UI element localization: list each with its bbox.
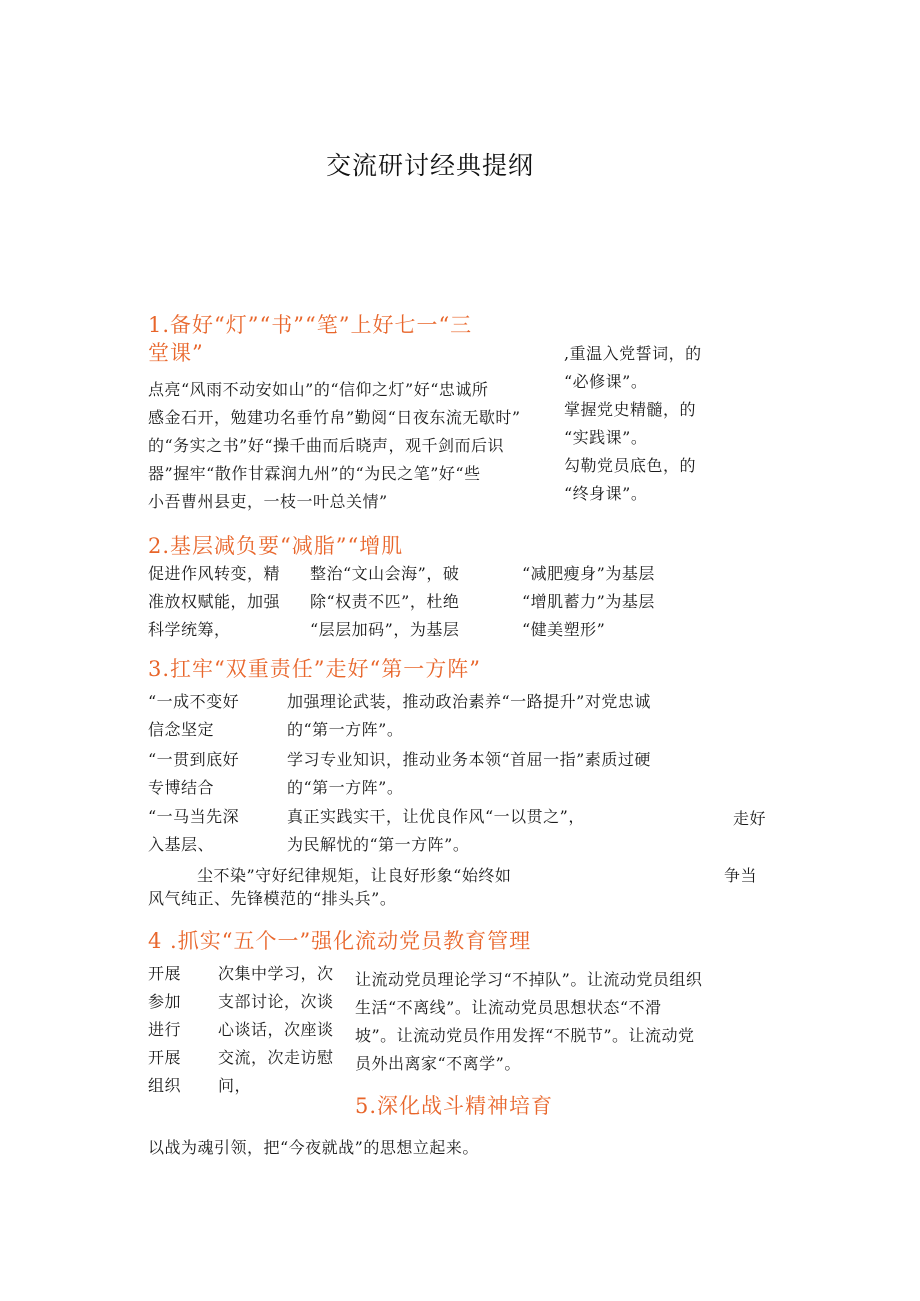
section-3-row-3-right	[287, 803, 585, 859]
section-4-col-1-line: 组织	[148, 1076, 182, 1095]
section-3-row-line: 专博结合	[148, 778, 215, 797]
section-1-heading-line2: 堂课”	[148, 341, 204, 365]
section-3-side-text-1: 走好	[733, 809, 767, 828]
section-5-text: 以战为魂引领，把“今夜就战”的思想立起来。	[148, 1138, 479, 1157]
section-2-col-3-line: “健美塑形”	[522, 620, 606, 639]
section-4-col-2-line: 支部讨论，次谈	[218, 992, 334, 1011]
section-1-left-text	[148, 376, 521, 516]
section-1-right-line: “必修课”。	[564, 372, 648, 391]
section-3-row-line: 入基层、	[148, 835, 215, 854]
section-3-row-line: “一马当先深	[148, 807, 240, 826]
section-4-col-1	[148, 960, 181, 1100]
section-3-line-b: 风气纯正、先锋模范的“排头兵”。	[148, 889, 397, 908]
section-4-col-1-line: 参加	[148, 992, 182, 1011]
section-3-row-1-left	[148, 688, 239, 744]
section-1-heading-line1: 1.备好“灯”“书”“笔”上好七一“三	[148, 313, 473, 337]
section-2-col-3-line: “减肥瘦身”为基层	[522, 564, 655, 583]
section-3-row-2-right	[287, 746, 651, 802]
section-4-col-1-line: 进行	[148, 1020, 182, 1039]
section-2-col-3-line: “增肌蓄力”为基层	[522, 592, 655, 611]
section-2-col-1	[148, 560, 280, 644]
section-4-col-2-line: 交流，次走访慰	[218, 1048, 334, 1067]
section-3-row-3-left	[148, 803, 239, 859]
section-2-heading: 2.基层减负要“减脂”“增肌	[148, 534, 404, 558]
section-4-col-1-line: 开展	[148, 964, 182, 983]
section-2-col-3	[522, 560, 655, 644]
section-3-row-line: 信念坚定	[148, 720, 215, 739]
section-1-left-line: 器”握牢“散作甘霖润九州”的“为民之笔”好“些	[148, 464, 481, 483]
section-2-col-1-line: 科学统筹，	[148, 620, 231, 639]
section-2-col-1-line: 准放权赋能，加强	[148, 592, 281, 611]
section-4-col-2	[218, 960, 334, 1100]
section-1-left-line: 小吾曹州县吏，一枝一叶总关情”	[148, 492, 388, 511]
section-1-right-line: “终身课”。	[564, 484, 648, 503]
section-1-left-line: 的“务实之书”好“操千曲而后晓声，观千剑而后识	[148, 436, 505, 455]
section-4-col-3-line: 员外出离家“不离学”。	[355, 1054, 521, 1073]
section-3-row-line: 的“第一方阵”。	[287, 778, 404, 797]
section-1-left-line: 点亮“风雨不动安如山”的“信仰之灯”好“忠诚所	[148, 380, 489, 399]
page-title: 交流研讨经典提纲	[326, 151, 535, 180]
section-4-col-2-line: 问，	[218, 1076, 252, 1095]
section-2-col-1-line: 促进作风转变，精	[148, 564, 281, 583]
section-4-col-3	[355, 966, 702, 1078]
section-2-col-2-line: 除“权责不匹”，杜绝	[310, 592, 460, 611]
section-1-left-line: 感金石开，勉建功名垂竹帛”勤阅“日夜东流无歇时”	[148, 408, 521, 427]
section-4-col-3-line: 坡”。让流动党员作用发挥“不脱节”。让流动党	[355, 1026, 695, 1045]
section-1-right-text	[564, 340, 702, 508]
section-1-right-line: “实践课”。	[564, 428, 648, 447]
section-2-col-2-line: 整治“文山会海”，破	[310, 564, 460, 583]
section-3-row-line: “一成不变好	[148, 692, 240, 711]
section-4-heading: 4 .抓实“五个一”强化流动党员教育管理	[148, 929, 532, 953]
section-4-col-2-line: 次集中学习，次	[218, 964, 334, 983]
section-3-row-1-right	[287, 688, 651, 744]
section-3-row-line: 学习专业知识，推动业务本领“首屈一指”素质过硬	[287, 750, 651, 769]
section-3-row-line: 为民解忧的“第一方阵”。	[287, 835, 470, 854]
section-3-row-2-left	[148, 746, 239, 802]
section-3-row-line: “一贯到底好	[148, 750, 240, 769]
section-3-row-line: 加强理论武装，推动政治素养“一路提升”对党忠诚	[287, 692, 651, 711]
section-4-col-3-line: 生活“不离线”。让流动党员思想状态“不滑	[355, 998, 662, 1017]
section-3-line-a: 尘不染”守好纪律规矩，让良好形象“始终如	[197, 866, 512, 885]
section-1-right-line: ,重温入党誓词，的	[564, 344, 702, 363]
section-3-heading: 3.扛牢“双重责任”走好“第一方阵”	[148, 657, 481, 681]
section-4-col-3-line: 让流动党员理论学习“不掉队”。让流动党员组织	[355, 970, 703, 989]
section-3-row-line: 的“第一方阵”。	[287, 720, 404, 739]
section-4-col-2-line: 心谈话，次座谈	[218, 1020, 334, 1039]
section-2-col-2	[310, 560, 459, 644]
section-3-row-line: 真正实践实干，让优良作风“一以贯之”，	[287, 807, 585, 826]
section-1-right-line: 勾勒党员底色，的	[564, 456, 697, 475]
section-1-right-line: 掌握党史精髓，的	[564, 400, 697, 419]
section-5-heading: 5.深化战斗精神培育	[355, 1094, 554, 1118]
section-3-side-text-2: 争当	[724, 866, 758, 885]
section-2-col-2-line: “层层加码”，为基层	[310, 620, 460, 639]
section-4-col-1-line: 开展	[148, 1048, 182, 1067]
